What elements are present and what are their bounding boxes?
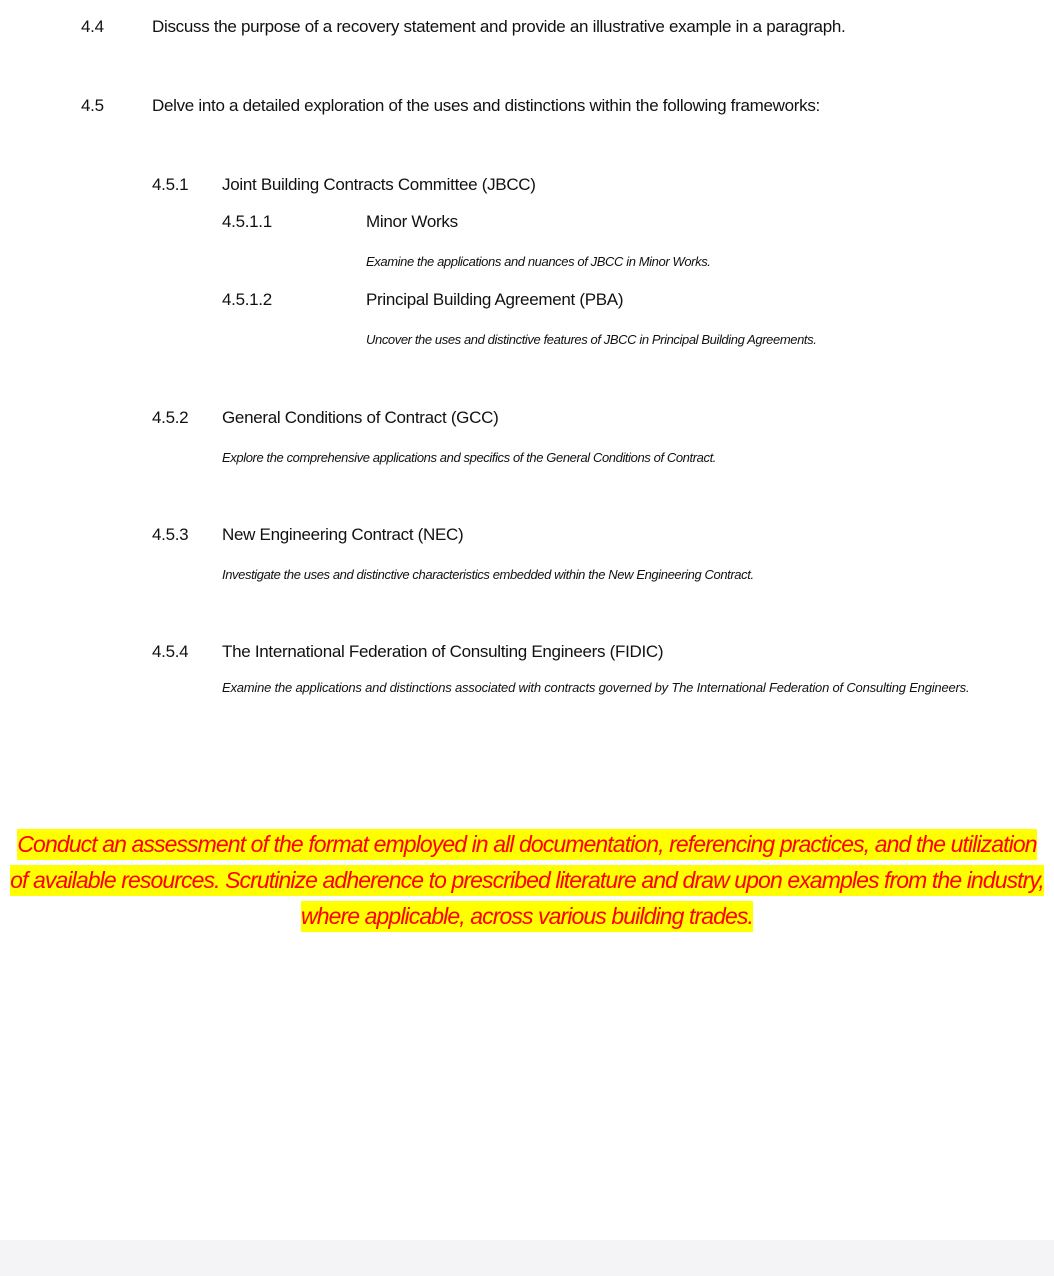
item-4-5-4-description: Examine the applications and distinctions associated with contracts governed by The International Federation of Consulting Engineers. [222,680,970,695]
item-4-5-1-1 [0,211,1054,235]
item-4-5-1-1-description: Examine the applications and nuances of JBCC in Minor Works. [366,254,711,269]
item-4-5-3-description: Investigate the uses and distinctive characteristics embedded within the New Engineering Contract. [222,567,754,582]
item-4-5-1-2 [0,289,1054,313]
item-number: 4.5.1.1 [222,212,272,231]
item-4-5-2 [0,407,1054,431]
item-number: 4.5.3 [152,525,189,544]
item-4-5-1-2-description: Uncover the uses and distinctive features of JBCC in Principal Building Agreements. [366,332,817,347]
item-4-5-1 [0,174,1054,198]
item-number: 4.5 [81,96,104,115]
item-text: Joint Building Contracts Committee (JBCC) [222,175,536,194]
item-number: 4.4 [81,17,104,36]
item-number: 4.5.1 [152,175,189,194]
footer-bar [0,1240,1054,1276]
highlighted-instruction-text: Conduct an assessment of the format employed in all documentation, referencing practices, and the utilization of available resources. Scrutinize adherence to prescribed literature and draw upon examples from the industry, where applicable, across various building trades. [10,829,1044,932]
item-text: Delve into a detailed exploration of the uses and distinctions within the following frameworks: [152,96,820,115]
item-text: New Engineering Contract (NEC) [222,525,464,544]
item-text: Principal Building Agreement (PBA) [366,290,624,309]
item-4-5 [0,95,1054,119]
item-text: The International Federation of Consulting Engineers (FIDIC) [222,642,664,661]
item-4-5-3 [0,524,1054,548]
item-4-5-2-description: Explore the comprehensive applications and specifics of the General Conditions of Contract. [222,450,717,465]
item-number: 4.5.2 [152,408,189,427]
item-4-5-4 [0,641,1054,665]
item-number: 4.5.1.2 [222,290,272,309]
item-number: 4.5.4 [152,642,189,661]
item-text: Minor Works [366,212,458,231]
item-4-4 [0,16,1054,40]
highlighted-instruction [10,826,1044,934]
item-text: Discuss the purpose of a recovery statement and provide an illustrative example in a paragraph. [152,17,846,36]
item-text: General Conditions of Contract (GCC) [222,408,499,427]
